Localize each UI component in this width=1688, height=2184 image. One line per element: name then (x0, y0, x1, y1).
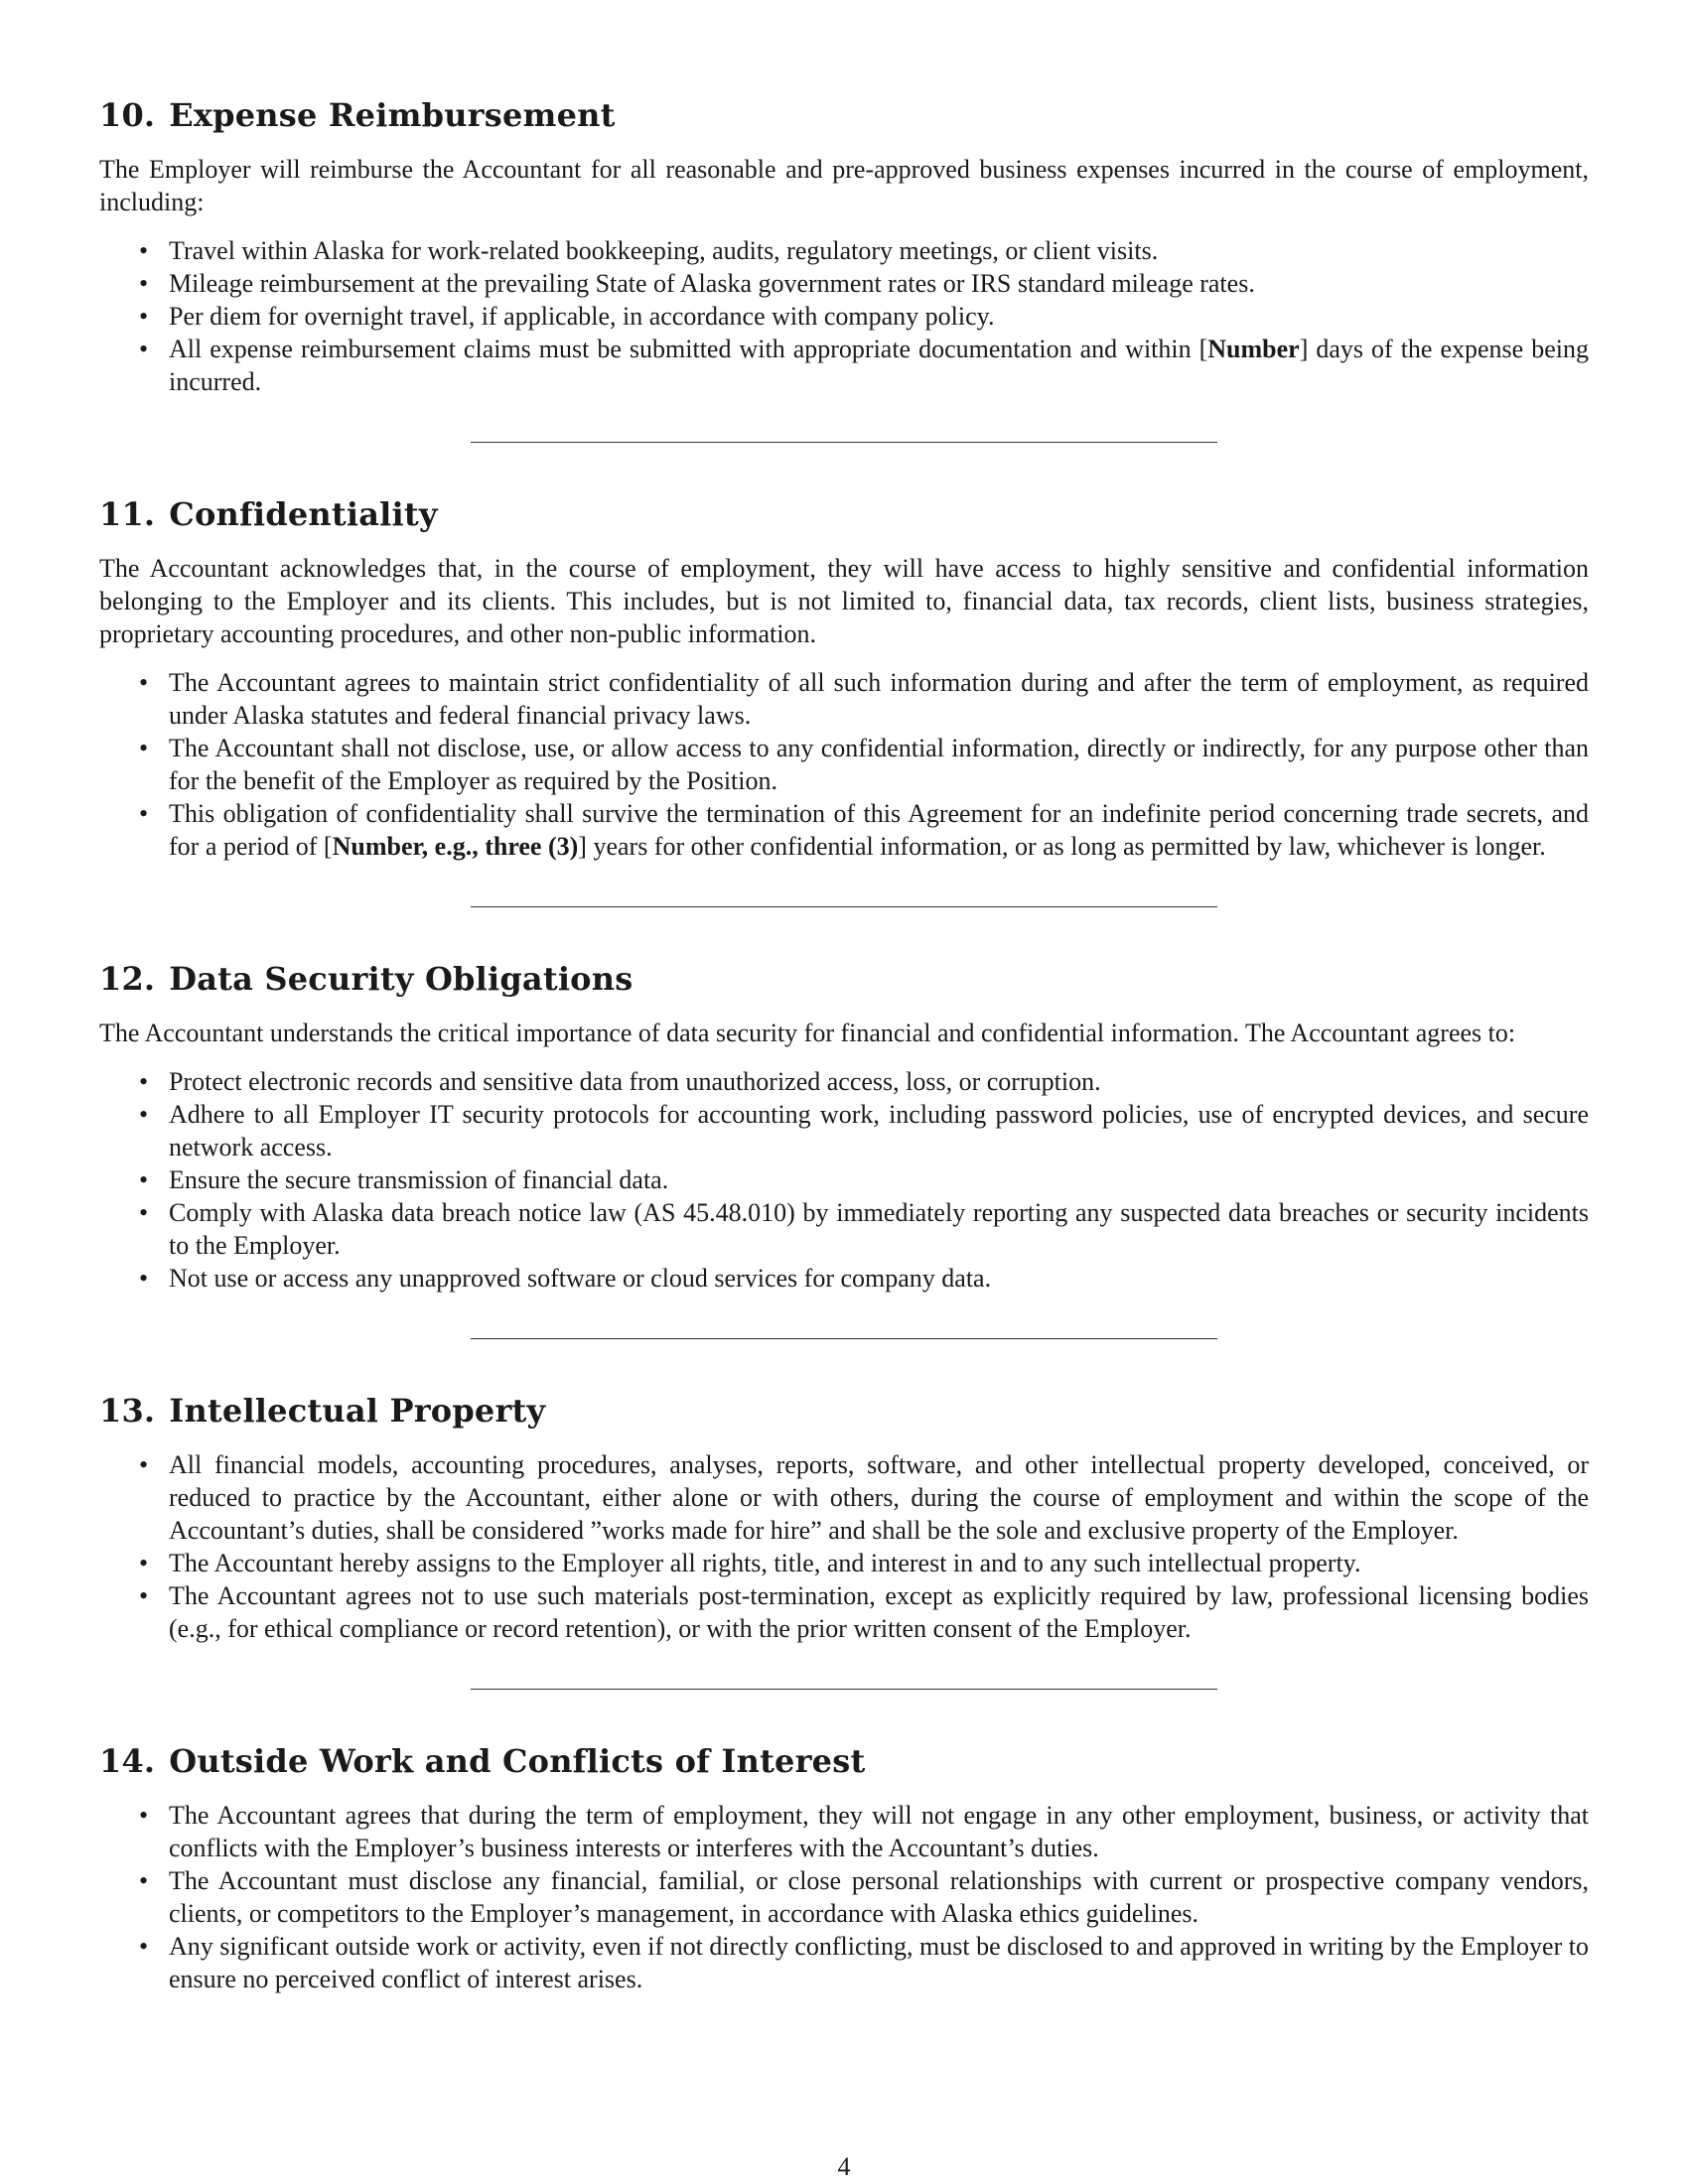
section-data-security (99, 959, 1589, 1295)
item-text: All expense reimbursement claims must be submitted with appropriate documentation and within [ (169, 335, 1208, 363)
section-number: 11. (99, 495, 156, 533)
section-title: Intellectual Property (169, 1392, 546, 1430)
section-divider (471, 1689, 1217, 1690)
list-item: • Travel within Alaska for work-related bookkeeping, audits, regulatory meetings, or client visits. (169, 234, 1589, 267)
section-expense-reimbursement (99, 95, 1589, 398)
section-intro: The Accountant acknowledges that, in the course of employment, they will have access to highly sensitive and confidential information belonging to the Employer and its clients. This includes, but is not limited to, financial data, tax records, client lists, business strategies, proprietary accounting procedures, and other non-public information. (99, 554, 1589, 648)
page-number: 4 (837, 2152, 851, 2181)
list-item: • The Accountant agrees to maintain strict confidentiality of all such information during and after the term of employment, as required under Alaska statutes and federal financial privacy laws. (169, 666, 1589, 732)
section-title: Confidentiality (169, 495, 438, 533)
list-item: • Any significant outside work or activity, even if not directly conflicting, must be disclosed to and approved in writing by the Employer to ensure no perceived conflict of interest arises. (169, 1930, 1589, 1995)
section-heading (99, 959, 1589, 999)
list-item: • Mileage reimbursement at the prevailing State of Alaska government rates or IRS standard mileage rates. (169, 267, 1589, 300)
list-item: • Protect electronic records and sensitive data from unauthorized access, loss, or corruption. (169, 1065, 1589, 1098)
placeholder-bold: Number (1207, 335, 1300, 363)
list-item: • Adhere to all Employer IT security protocols for accounting work, including password policies, use of encrypted devices, and secure network access. (169, 1098, 1589, 1163)
bullet-list (99, 1065, 1589, 1295)
list-item: • Comply with Alaska data breach notice law (AS 45.48.010) by immediately reporting any suspected data breaches or security incidents to the Employer. (169, 1196, 1589, 1262)
section-divider (471, 442, 1217, 443)
section-intro: The Employer will reimburse the Accountant for all reasonable and pre-approved business expenses incurred in the course of employment, including: (99, 155, 1589, 216)
section-intellectual-property (99, 1391, 1589, 1645)
list-item: • The Accountant agrees that during the term of employment, they will not engage in any other employment, business, or activity that conflicts with the Employer’s business interests or interferes with the Accountant’s duties. (169, 1799, 1589, 1864)
section-number: 12. (99, 960, 156, 998)
section-heading (99, 1741, 1589, 1781)
section-confidentiality (99, 494, 1589, 863)
bullet-list (99, 666, 1589, 863)
item-text: ] days of the expense being incurred. (169, 335, 1589, 396)
list-item (169, 797, 1589, 863)
list-item: • Per diem for overnight travel, if applicable, in accordance with company policy. (169, 300, 1589, 333)
list-item: • The Accountant hereby assigns to the Employer all rights, title, and interest in and to any such intellectual property. (169, 1547, 1589, 1579)
list-item: • The Accountant shall not disclose, use, or allow access to any confidential information, directly or indirectly, for any purpose other than for the benefit of the Employer as required by the Position. (169, 732, 1589, 797)
section-number: 13. (99, 1392, 156, 1430)
section-intro: The Accountant understands the critical importance of data security for financial and confidential information. The Accountant agrees to: (99, 1019, 1516, 1047)
bullet-list (99, 234, 1589, 398)
list-item: • Ensure the secure transmission of financial data. (169, 1163, 1589, 1196)
item-text: ] years for other confidential information, or as long as permitted by law, whichever is longer. (578, 832, 1546, 861)
list-item: • Not use or access any unapproved software or cloud services for company data. (169, 1262, 1589, 1295)
section-title: Outside Work and Conflicts of Interest (169, 1742, 866, 1780)
list-item: • All financial models, accounting procedures, analyses, reports, software, and other intellectual property developed, conceived, or reduced to practice by the Accountant, either alone or with others, during the course of employment and within the scope of the Accountant’s duties, shall be considered ”works made for hire” and shall be the sole and exclusive property of the Employer. (169, 1448, 1589, 1547)
bullet-list (99, 1448, 1589, 1645)
bullet-list (99, 1799, 1589, 1995)
section-title: Expense Reimbursement (169, 96, 616, 134)
section-heading (99, 95, 1589, 135)
document-page (99, 95, 1589, 1995)
item-text: This obligation of confidentiality shall survive the termination of this Agreement for an indefinite period concerning trade secrets, and for a period of [ (169, 799, 1589, 861)
section-heading (99, 1391, 1589, 1431)
section-divider (471, 906, 1217, 907)
list-item (169, 333, 1589, 398)
section-heading (99, 494, 1589, 534)
list-item: • The Accountant must disclose any financial, familial, or close personal relationships with current or prospective company vendors, clients, or competitors to the Employer’s management, in accordance with Alaska ethics guidelines. (169, 1864, 1589, 1930)
section-title: Data Security Obligations (169, 960, 633, 998)
section-divider (471, 1338, 1217, 1339)
list-item: • The Accountant agrees not to use such materials post-termination, except as explicitly required by law, professional licensing bodies (e.g., for ethical compliance or record retention), or with the prior written consent of the Employer. (169, 1579, 1589, 1645)
section-outside-work (99, 1741, 1589, 1995)
section-number: 14. (99, 1742, 156, 1780)
placeholder-bold: Number, e.g., three (3) (332, 832, 579, 861)
section-number: 10. (99, 96, 156, 134)
